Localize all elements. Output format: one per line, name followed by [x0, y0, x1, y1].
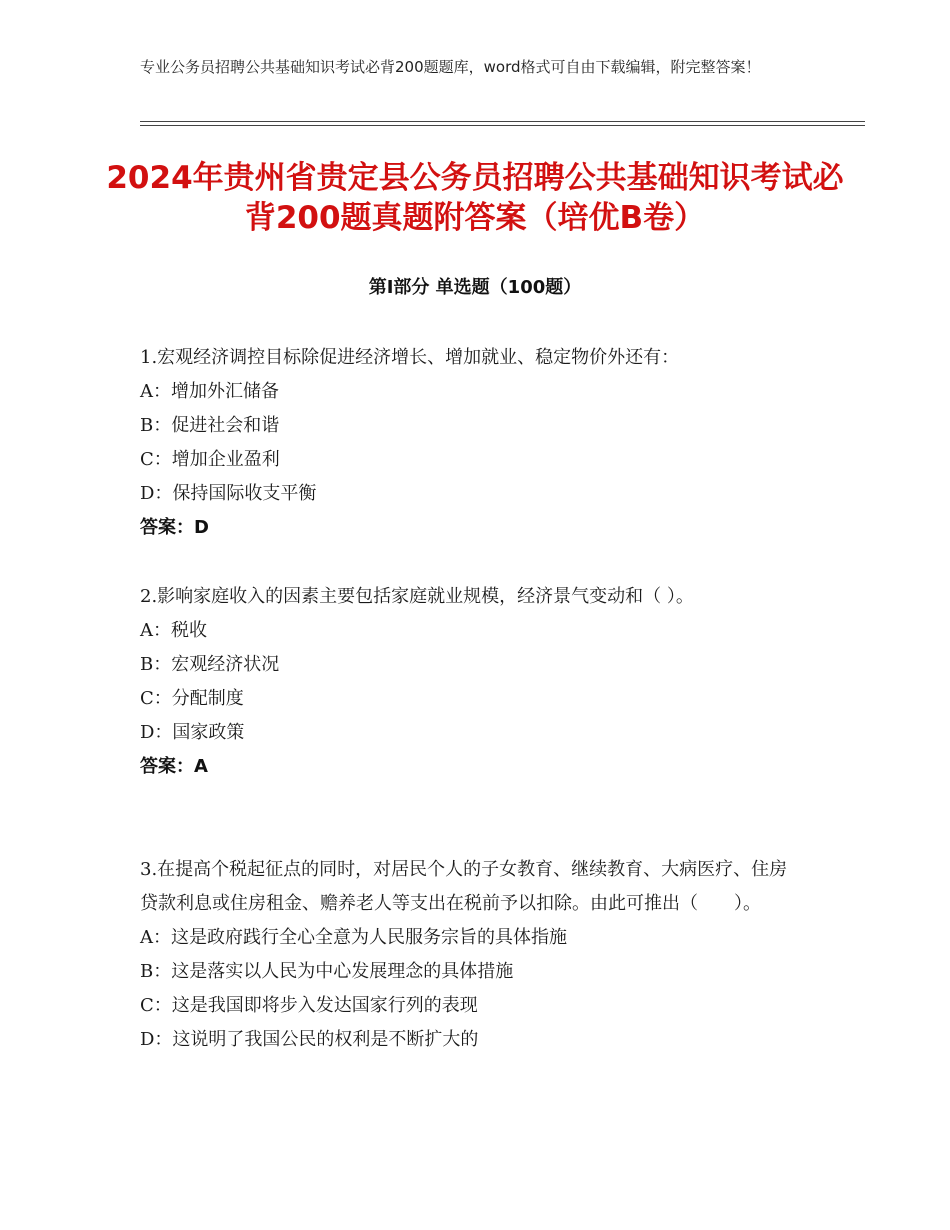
option-b: B：宏观经济状况	[140, 654, 280, 675]
header-note: 专业公务员招聘公共基础知识考试必背200题题库，word格式可自由下载编辑，附完整答案！	[140, 58, 761, 76]
header-divider-top	[140, 121, 865, 122]
option-d: D：这说明了我国公民的权利是不断扩大的	[140, 1029, 479, 1050]
section-heading: 第Ⅰ部分 单选题（100题）	[368, 277, 582, 298]
answer: 答案：A	[140, 756, 208, 777]
option-a: A：增加外汇储备	[140, 381, 279, 402]
question-stem: 2.影响家庭收入的因素主要包括家庭就业规模，经济景气变动和（ ）。	[140, 586, 694, 607]
header-divider-bottom	[140, 125, 865, 126]
option-b: B：促进社会和谐	[140, 415, 280, 436]
option-a: A：这是政府践行全心全意为人民服务宗旨的具体指施	[140, 927, 567, 948]
option-d: D：保持国际收支平衡	[140, 483, 317, 504]
option-c: C：增加企业盈利	[140, 449, 280, 470]
question-3	[140, 853, 800, 1057]
question-2	[140, 580, 800, 784]
option-c: C：这是我国即将步入发达国家行列的表现	[140, 995, 478, 1016]
option-b: B：这是落实以人民为中心发展理念的具体措施	[140, 961, 514, 982]
document-title: 2024年贵州省贵定县公务员招聘公共基础知识考试必背200题真题附答案（培优B卷）	[106, 160, 844, 236]
answer: 答案：D	[140, 517, 209, 538]
option-a: A：税收	[140, 620, 207, 641]
option-d: D：国家政策	[140, 722, 245, 743]
question-stem: 3.在提高个税起征点的同时，对居民个人的子女教育、继续教育、大病医疗、住房贷款利息或住房租金、赡养老人等支出在税前予以扣除。由此可推出（ ）。	[140, 859, 788, 914]
question-stem: 1.宏观经济调控目标除促进经济增长、增加就业、稳定物价外还有：	[140, 347, 680, 368]
option-c: C：分配制度	[140, 688, 244, 709]
question-1	[140, 341, 800, 545]
